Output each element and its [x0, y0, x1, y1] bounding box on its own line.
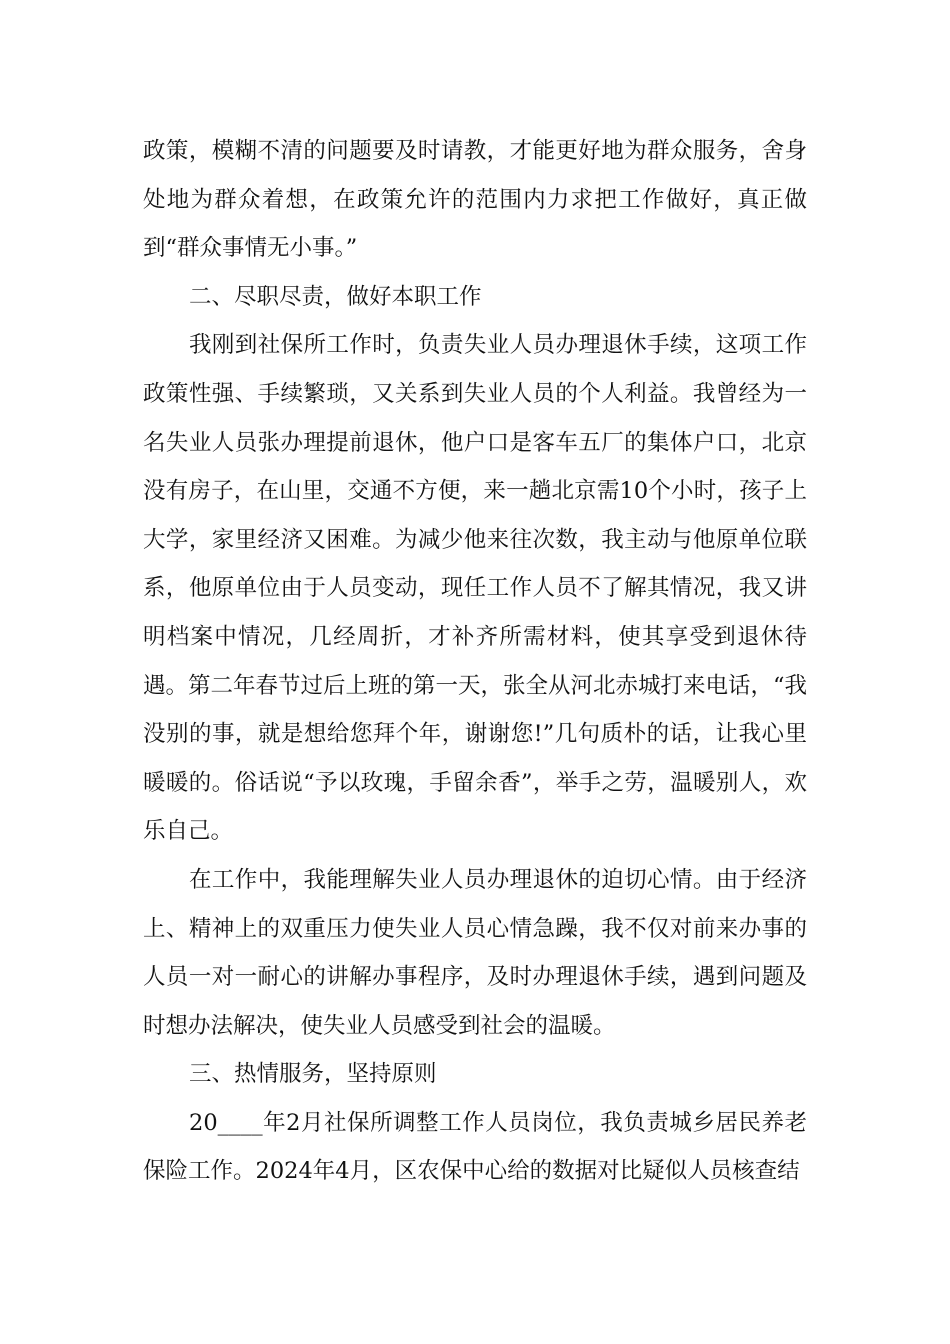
paragraph-pension-work: 20____年2月社保所调整工作人员岗位，我负责城乡居民养老保险工作。2024年4月，区农保中心给的数据对比疑似人员核查结 [143, 1109, 807, 1185]
paragraph-policy-continued: 政策，模糊不清的问题要及时请教，才能更好地为群众服务，舍身处地为群众着想，在政策允许的范围内力求把工作做好，真正做到“群众事情无小事。” [143, 138, 807, 262]
paragraph-retirement-case: 我刚到社保所工作时，负责失业人员办理退休手续，这项工作政策性强、手续繁琐，又关系到失业人员的个人利益。我曾经为一名失业人员张办理提前退休，他户口是客车五厂的集体户口，北京没有房子，在山里，交通不方便，来一趟北京需10个小时，孩子上大学，家里经济又困难。为减少他来往次数，我主动与他原单位联系，他原单位由于人员变动，现任工作人员不了解其情况，我又讲明档案中情况，几经周折，才补齐所需材料，使其享受到退休待遇。第二年春节过后上班的第一天，张全从河北赤城打来电话，“我没别的事，就是想给您拜个年，谢谢您!”几句质朴的话，让我心里暖暖的。俗话说“予以玫瑰，手留余香”，举手之劳，温暖别人，欢乐自己。 [143, 332, 808, 845]
paragraph-understanding: 在工作中，我能理解失业人员办理退休的迫切心情。由于经济上、精神上的双重压力使失业人员心情急躁，我不仅对前来办事的人员一对一耐心的讲解办事程序，及时办理退休手续，遇到问题及时想办法解决，使失业人员感受到社会的温暖。 [143, 866, 807, 1039]
section-heading-two: 二、尽职尽责，做好本职工作 [189, 283, 482, 310]
document-page [143, 127, 807, 1196]
section-heading-three: 三、热情服务，坚持原则 [189, 1061, 437, 1088]
